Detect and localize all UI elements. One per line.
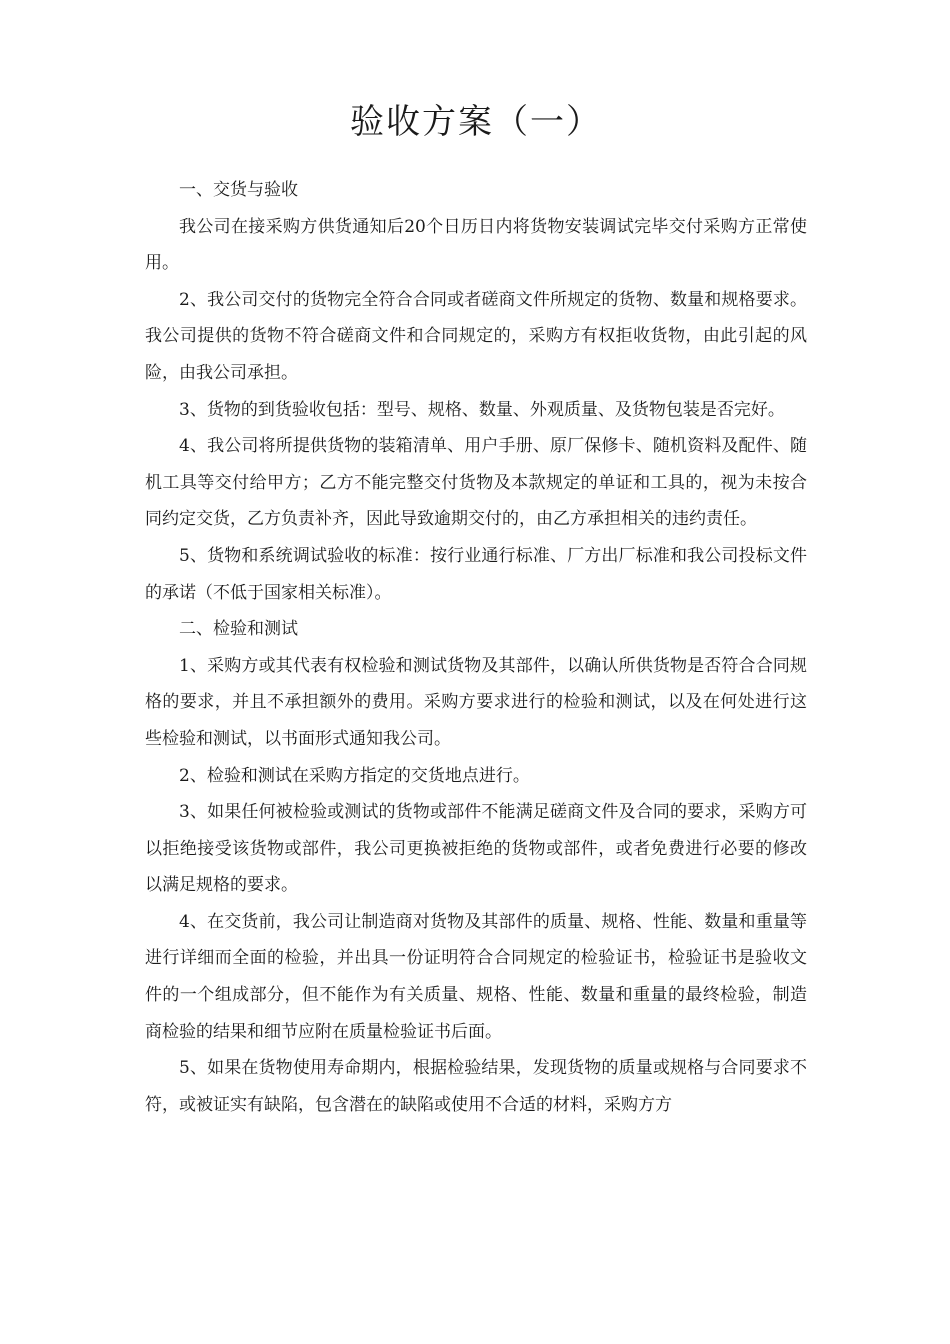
document-title: 验收方案（一） xyxy=(350,102,602,142)
paragraph: 5、如果在货物使用寿命期内，根据检验结果，发现货物的质量或规格与合同要求不符，或被证实有缺陷，包含潜在的缺陷或使用不合适的材料，采购方方 xyxy=(145,1058,807,1115)
paragraph: 1、采购方或其代表有权检验和测试货物及其部件，以确认所供货物是否符合合同规格的要求，并且不承担额外的费用。采购方要求进行的检验和测试，以及在何处进行这些检验和测试，以书面形式通知我公司。 xyxy=(145,655,807,749)
paragraph: 2、检验和测试在采购方指定的交货地点进行。 xyxy=(179,765,530,786)
paragraph: 4、我公司将所提供货物的装箱清单、用户手册、原厂保修卡、随机资料及配件、随机工具等交付给甲方；乙方不能完整交付货物及本款规定的单证和工具的，视为未按合同约定交货，乙方负责补齐，因此导致逾期交付的，由乙方承担相关的违约责任。 xyxy=(145,436,807,530)
paragraph: 5、货物和系统调试验收的标准：按行业通行标准、厂方出厂标准和我公司投标文件的承诺（不低于国家相关标准）。 xyxy=(145,545,807,603)
paragraph: 3、如果任何被检验或测试的货物或部件不能满足磋商文件及合同的要求，采购方可以拒绝接受该货物或部件，我公司更换被拒绝的货物或部件，或者免费进行必要的修改以满足规格的要求。 xyxy=(145,802,807,896)
paragraph: 2、我公司交付的货物完全符合合同或者磋商文件所规定的货物、数量和规格要求。我公司提供的货物不符合磋商文件和合同规定的，采购方有权拒收货物，由此引起的风险，由我公司承担。 xyxy=(145,289,807,383)
paragraph: 我公司在接采购方供货通知后20个日历日内将货物安装调试完毕交付采购方正常使用。 xyxy=(145,216,807,274)
document-page xyxy=(145,96,807,1123)
section-heading-delivery: 一、交货与验收 xyxy=(179,180,298,200)
section-heading-inspection: 二、检验和测试 xyxy=(179,619,298,640)
paragraph: 3、货物的到货验收包括：型号、规格、数量、外观质量、及货物包装是否完好。 xyxy=(179,399,785,420)
paragraph: 4、在交货前，我公司让制造商对货物及其部件的质量、规格、性能、数量和重量等进行详细而全面的检验，并出具一份证明符合合同规定的检验证书，检验证书是验收文件的一个组成部分，但不能作为有关质量、规格、性能、数量和重量的最终检验，制造商检验的结果和细节应附在质量检验证书后面。 xyxy=(145,911,807,1042)
